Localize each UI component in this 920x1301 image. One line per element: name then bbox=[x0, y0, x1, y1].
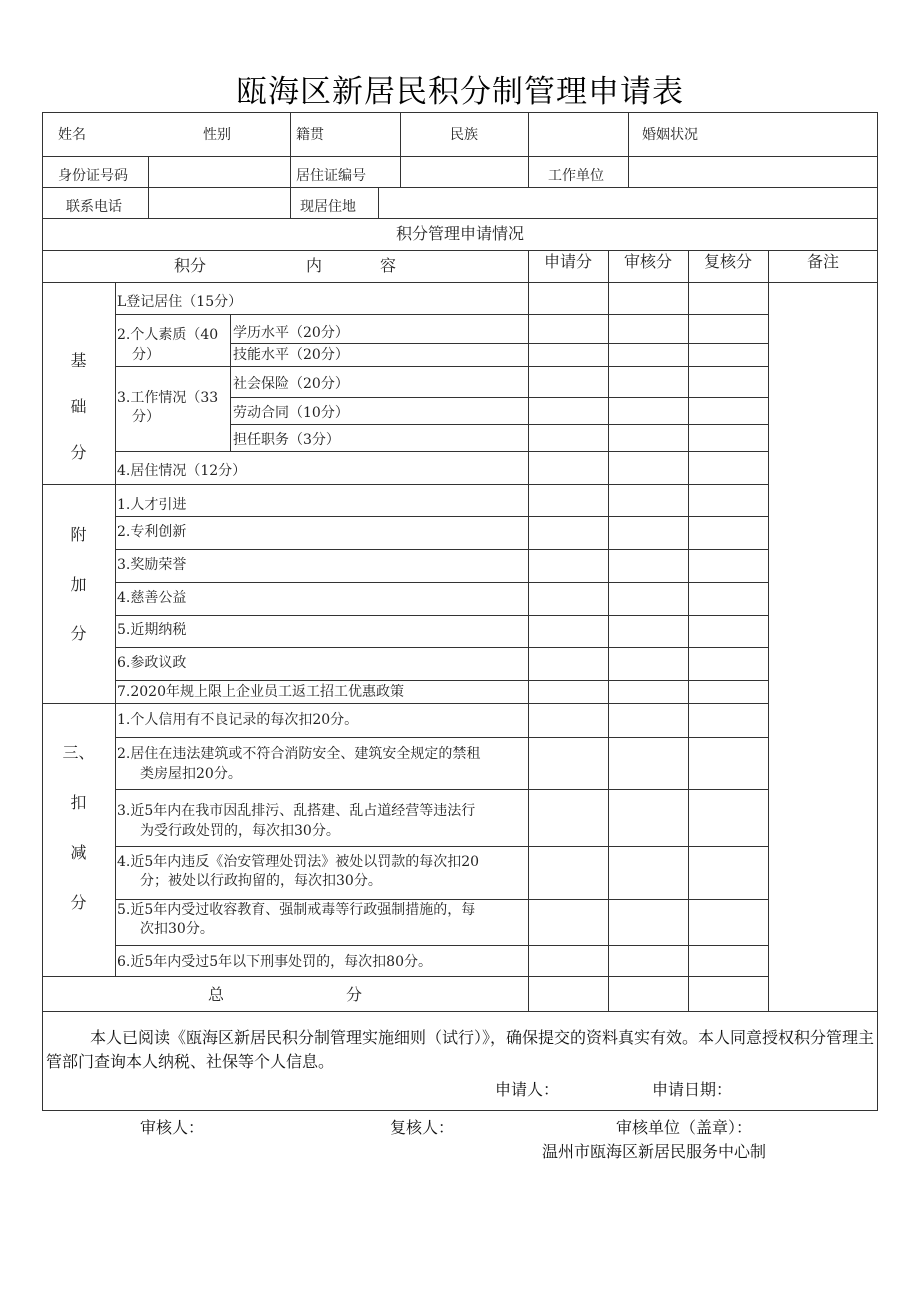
additional-label-3: 分 bbox=[70, 624, 87, 643]
header-review-score: 审核分 bbox=[623, 252, 672, 271]
deduction-item-illegal-housing-line1: 2.居住在违法建筑或不符合消防安全、建筑安全规定的禁租 bbox=[117, 746, 481, 762]
current-address-label: 现居住地 bbox=[300, 199, 356, 215]
additional-item-charity: 4.慈善公益 bbox=[117, 590, 187, 606]
additional-label-1: 附 bbox=[70, 525, 87, 544]
additional-item-patent: 2.专利创新 bbox=[117, 524, 187, 540]
gender-label: 性别 bbox=[203, 127, 231, 143]
apply-date-label: 申请日期： bbox=[652, 1080, 733, 1099]
deduction-item-compulsory-measures-line2: 次扣30分。 bbox=[140, 921, 214, 937]
header-content-2: 内 bbox=[306, 256, 323, 275]
additional-item-honor: 3.奖励荣誉 bbox=[117, 557, 187, 573]
maker-label: 温州市瓯海区新居民服务中心制 bbox=[542, 1142, 767, 1161]
total-label-1: 总 bbox=[208, 985, 225, 1004]
form-title: 瓯海区新居民积分制管理申请表 bbox=[236, 74, 684, 110]
deduction-item-criminal: 6.近5年内受过5年以下刑事处罚的，每次扣80分。 bbox=[117, 954, 432, 970]
basic-position: 担任职务（3分） bbox=[233, 432, 340, 448]
marital-status-label: 婚姻状况 bbox=[642, 127, 698, 143]
name-label: 姓名 bbox=[58, 127, 86, 143]
phone-label: 联系电话 bbox=[66, 199, 122, 215]
additional-item-policy-2020: 7.2020年规上限上企业员工返工招工优惠政策 bbox=[117, 684, 404, 700]
review-unit-label: 审核单位（盖章）： bbox=[616, 1118, 753, 1137]
basic-label-2: 础 bbox=[70, 397, 87, 416]
header-recheck-score: 复核分 bbox=[703, 252, 752, 271]
rechecker-label: 复核人： bbox=[390, 1118, 455, 1137]
basic-skill: 技能水平（20分） bbox=[233, 347, 349, 363]
deduction-label-1: 三、 bbox=[62, 743, 95, 762]
basic-education: 学历水平（20分） bbox=[233, 325, 349, 341]
basic-registration: L登记居住（15分） bbox=[117, 294, 243, 310]
basic-residence: 4.居住情况（12分） bbox=[117, 463, 247, 479]
deduction-item-illegal-housing-line2: 类房屋扣20分。 bbox=[140, 766, 242, 782]
basic-label-3: 分 bbox=[70, 443, 87, 462]
native-place-label: 籍贯 bbox=[296, 127, 324, 143]
deduction-item-compulsory-measures-line1: 5.近5年内受过收容教育、强制戒毒等行政强制措施的，每 bbox=[117, 902, 476, 918]
residence-permit-label: 居住证编号 bbox=[296, 168, 366, 184]
basic-quality-line2: 分） bbox=[132, 347, 160, 363]
reviewer-label: 审核人： bbox=[140, 1118, 205, 1137]
deduction-item-violations-line2: 为受行政处罚的，每次扣30分。 bbox=[140, 823, 340, 839]
total-label-2: 分 bbox=[346, 985, 363, 1004]
deduction-item-credit: 1.个人信用有不良记录的每次扣20分。 bbox=[117, 712, 359, 728]
deduction-label-3: 减 bbox=[70, 843, 87, 862]
header-content-3: 容 bbox=[380, 256, 397, 275]
deduction-label-2: 扣 bbox=[70, 793, 87, 812]
additional-item-talent: 1.人才引进 bbox=[117, 497, 187, 513]
ethnicity-label: 民族 bbox=[450, 127, 478, 143]
id-number-label: 身份证号码 bbox=[58, 168, 128, 184]
basic-quality-line1: 2.个人素质（40 bbox=[117, 327, 219, 343]
basic-contract: 劳动合同（10分） bbox=[233, 405, 349, 421]
declaration-text: 本人已阅读《瓯海区新居民积分制管理实施细则（试行）》，确保提交的资料真实有效。本人同意授权积分管理主管部门查询本人纳税、社保等个人信息。 bbox=[46, 1028, 875, 1071]
basic-work-line2: 分） bbox=[132, 409, 160, 425]
employer-label: 工作单位 bbox=[548, 168, 604, 184]
deduction-item-violations-line1: 3.近5年内在我市因乱排污、乱搭建、乱占道经营等违法行 bbox=[117, 803, 476, 819]
basic-insurance: 社会保险（20分） bbox=[233, 376, 349, 392]
basic-work-line1: 3.工作情况（33 bbox=[117, 390, 219, 406]
header-remark: 备注 bbox=[806, 252, 839, 271]
deduction-label-4: 分 bbox=[70, 893, 87, 912]
deduction-item-public-security-line2: 分；被处以行政拘留的，每次扣30分。 bbox=[140, 873, 382, 889]
deduction-item-public-security-line1: 4.近5年内违反《治安管理处罚法》被处以罚款的每次扣20 bbox=[117, 854, 480, 870]
header-content-1: 积分 bbox=[174, 256, 207, 275]
section-title: 积分管理申请情况 bbox=[395, 224, 524, 243]
additional-label-2: 加 bbox=[70, 575, 87, 594]
header-apply-score: 申请分 bbox=[543, 252, 592, 271]
basic-label-1: 基 bbox=[70, 351, 87, 370]
applicant-label: 申请人： bbox=[495, 1080, 560, 1099]
additional-item-tax: 5.近期纳税 bbox=[117, 622, 187, 638]
additional-item-politics: 6.参政议政 bbox=[117, 655, 187, 671]
